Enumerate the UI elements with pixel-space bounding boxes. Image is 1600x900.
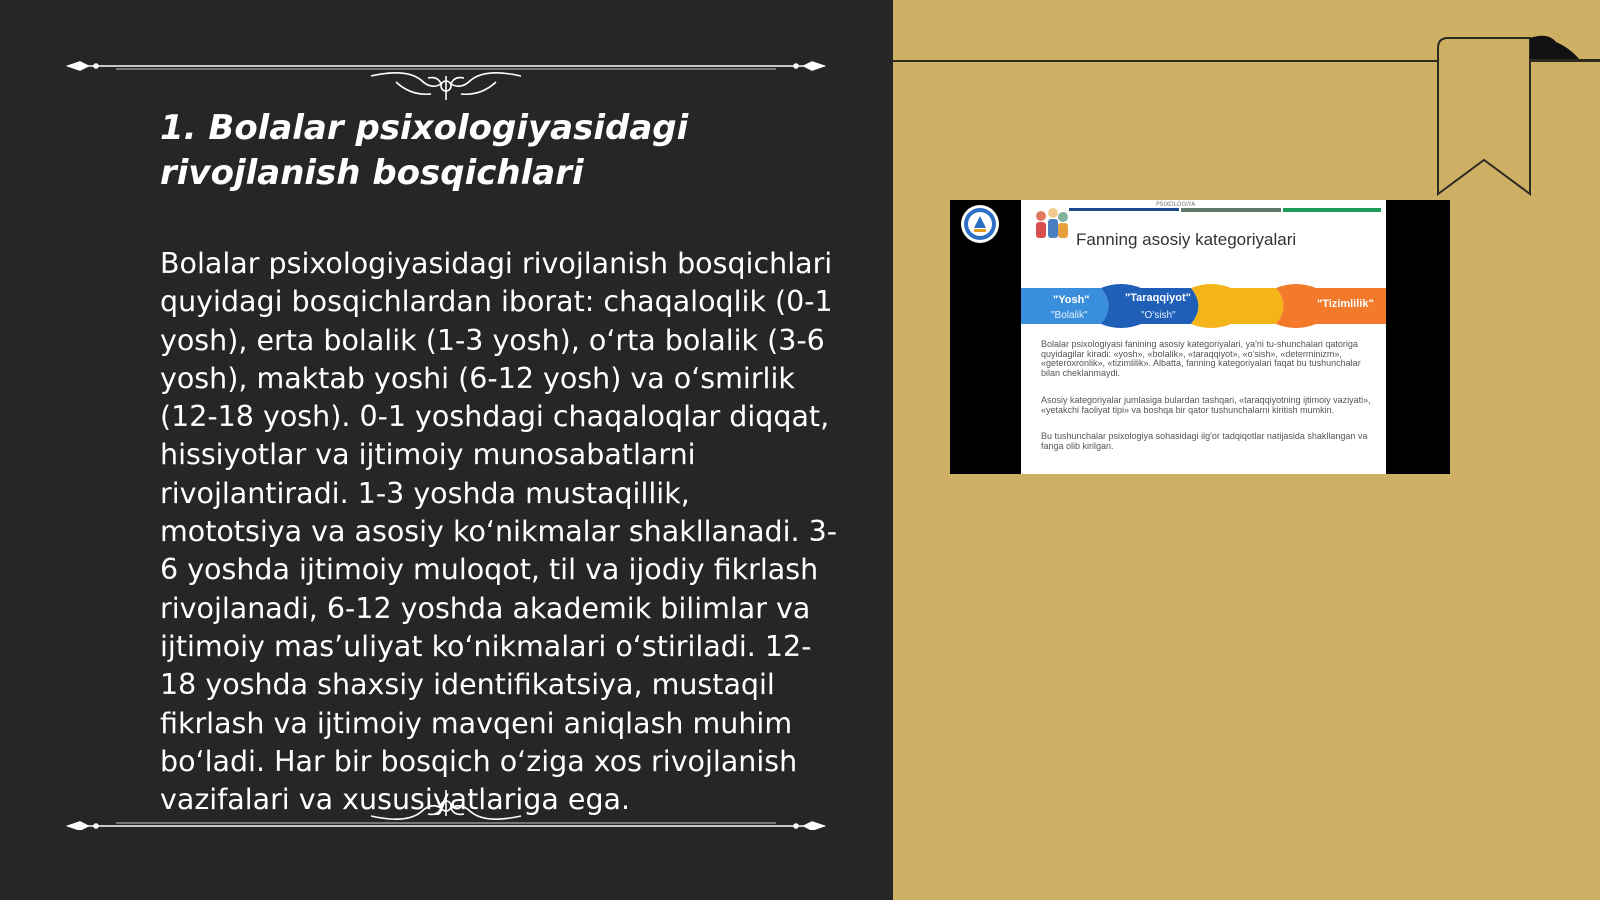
ribbon-label-yosh: "Yosh" bbox=[1053, 294, 1090, 306]
university-logo-icon bbox=[960, 204, 1000, 244]
ribbon-sublabel-osish: "O'sish" bbox=[1141, 310, 1176, 321]
thumbnail-header-text: PSIXOLOGIYA bbox=[1156, 201, 1196, 208]
ribbon-sublabel-bolalik: "Bolalik" bbox=[1051, 310, 1088, 321]
ribbon-label-taraqqiyot: "Taraqqiyot" bbox=[1125, 292, 1191, 304]
thumbnail-paragraph-3: Bu tushunchalar psixologiya sohasidagi ilg'or tadqiqotlar natijasida shakllangan va fanga olib kirilgan. bbox=[1041, 431, 1368, 451]
slide-header-bar bbox=[1069, 208, 1179, 211]
thumbnail-slide bbox=[1021, 200, 1386, 474]
children-group-icon bbox=[1029, 204, 1073, 244]
bottom-ornament-divider bbox=[66, 770, 826, 830]
title-line-1: 1. Bolalar psixologiyasidagi bbox=[160, 108, 689, 148]
slide-body-text: Bolalar psixologiyasidagi rivojlanish bosqichlari quyidagi bosqichlardan iborat: chaqaloqlik (0-1 yosh), erta bolalik (1-3 yosh), oʻrta bolalik (3-6 yosh), maktab yoshi (6-12 yosh) va oʻsmirlik (12-18 yosh). 0-1 yoshdagi chaqaloqlar diqqat, hissiyotlar va ijtimoiy munosabatlarni rivojlantiradi. 1-3 yoshda mustaqillik, mototsiya va asosiy koʻnikmalar shakllanadi. 3-6 yoshda ijtimoiy muloqot, til va ijodiy fikrlash rivojlanadi, 6-12 yoshda akademik bilimlar va ijtimoiy masʼuliyat koʻnikmalari oʻstiriladi. 12-18 yoshda shaxsiy identifikatsiya, mustaqil fikrlash va ijtimoiy mavqeni aniqlash muhim boʻladi. Har bir bosqich oʻziga xos rivojlanish vazifalari va xususiyatlariga ega. bbox=[160, 247, 838, 817]
title-line-2: rivojlanish bosqichlari bbox=[160, 153, 584, 193]
thumbnail-paragraph-2: Asosiy kategoriyalar jumlasiga bulardan tashqari, «taraqqiyotning ijtimoiy vaziyati», «yetakchi faoliyat tipi» va boshqa bir qator tushunchalarni kiritish mumkin. bbox=[1041, 395, 1371, 415]
slide-header-bar bbox=[1181, 208, 1281, 212]
slide-title bbox=[160, 106, 840, 196]
bookmark-ribbon-icon bbox=[1430, 34, 1600, 204]
ribbon-label-tizimlilik: "Tizimlilik" bbox=[1317, 298, 1374, 310]
embedded-slide-image bbox=[950, 200, 1450, 474]
top-ornament-divider bbox=[66, 40, 826, 100]
thumbnail-paragraph-1: Bolalar psixologiyasi fanining asosiy kategoriyalari, ya'ni tu-shunchalari qatoriga quyidagilar kiradi: «yosh», «bolalik», «taraqqiyot», «o'sish», «determinizm», «geteroxronlik», «tizimlilik». Albatta, fanning kategoriyalari faqat bu tushunchalar bilan cheklanmaydi. bbox=[1041, 339, 1361, 378]
thumbnail-slide-title: Fanning asosiy kategoriyalari bbox=[1076, 230, 1297, 249]
slide-header-bar bbox=[1283, 208, 1381, 212]
